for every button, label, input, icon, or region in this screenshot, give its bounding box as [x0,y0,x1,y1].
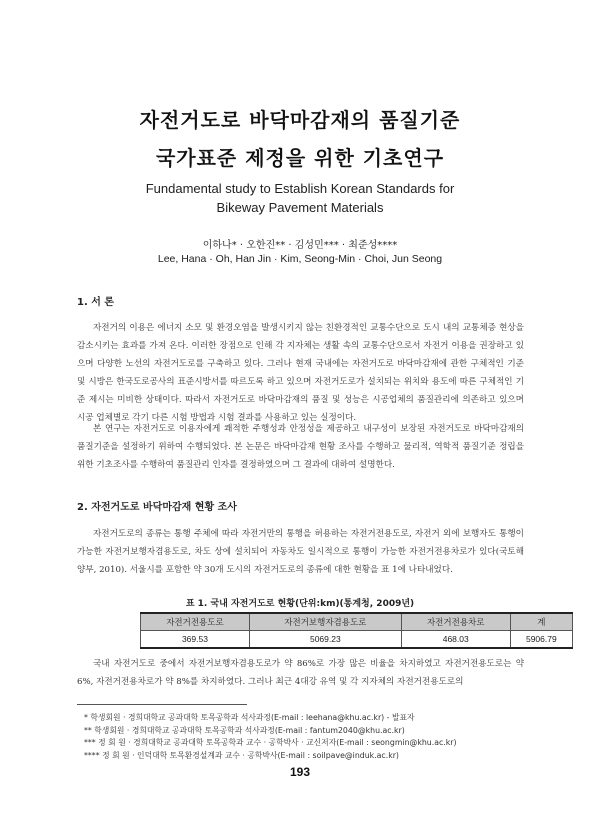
section-heading-survey: 2. 자전거도로 바닥마감재 현황 조사 [77,502,237,513]
page-number: 193 [289,765,311,779]
survey-paragraph-2: 국내 자전거도로 중에서 자전거보행자겸용도로가 약 86%로 가장 많은 비율을 차지하였고 자전거전용도로는 약 6%, 자전거전용차로가 약 8%를 차지하였다. 그러나 최근 4대강 유역 및 각 지자체의 자전거전용도로의 [77,659,524,687]
table-header-cell: 계 [510,613,572,631]
footnote-author-1: * 학생회원 · 경희대학교 공과대학 토목공학과 석사과정(E-mail : leehana@khu.ac.kr) - 발표자 [84,713,415,722]
table-header-cell: 자전거전용도로 [141,613,250,631]
introduction-paragraph-1: 자전거의 이용은 에너지 소모 및 환경오염을 발생시키지 않는 친환경적인 교통수단으로 도시 내의 교통체증 현상을 감소시키는 효과를 가져 온다. 이러한 장점으로 인해 각 지자체는 생활 속의 교통수단으로서 자전거 이용을 권장하고 있으며 다양한 노선의 자전거도로를 구축하고 있다. 그러나 현재 국내에는 자전거도로 바닥마감재에 관한 구체적인 기준 및 시방은 한국도로공사의 표준시방서를 따르도록 하고 있으며 자전거도로가 설치되는 위치와 용도에 따른 구체적인 기준 제시는 미비한 상태이다. 따라서 자전거도로 바닥마감재의 품질 및 성능은 시공업체의 품질관리에 의존하고 있으며 시공 업체별로 각기 다른 시험 방법과 시험 결과를 사용하고 있는 실정이다. [77,323,524,423]
footnote-author-2: ** 학생회원 · 경희대학교 공과대학 토목공학과 석사과정(E-mail : fantum2040@khu.ac.kr) [84,725,405,735]
english-title-line-1: Fundamental study to Establish Korean Standards for [145,181,455,196]
authors-english: Lee, Hana · Oh, Han Jin · Kim, Seong-Min · Choi, Jun Seong [157,253,443,265]
korean-title-line-1: 자전거도로 바닥마감재의 품질기준 [139,108,461,132]
table-header-cell: 자전거전용차로 [401,613,510,631]
table-cell: 468.03 [401,631,510,649]
table-caption: 표 1. 국내 자전거도로 현황(단위:km)(통계청, 2009년) [185,599,415,609]
bikeway-status-table [140,612,573,649]
table-cell: 5906.79 [510,631,572,649]
table-row [141,631,573,649]
survey-paragraph-1: 자전거도로의 종류는 통행 주체에 따라 자전거만의 통행을 허용하는 자전거전용도로, 자전거 외에 보행자도 통행이 가능한 자전거보행자겸용도로, 차도 상에 설치되어 자동차도 일시적으로 통행이 가능한 자전거전용차로가 있다(국토해양부, 2010). 서울시를 포함한 약 30개 도시의 자전거도로의 종류에 대한 현황을 표 1에 나타내었다. [77,529,524,575]
authors-korean: 이하나* · 오한진** · 김성민*** · 최준성**** [202,240,398,251]
table-header-cell: 자전거보행자겸용도로 [249,613,401,631]
footnote-divider [77,704,247,705]
korean-title-line-2: 국가표준 제정을 위한 기초연구 [155,146,445,170]
section-heading-introduction: 1. 서 론 [77,297,115,308]
footnotes [84,712,544,762]
footnote-author-3: *** 정 회 원 · 경희대학교 공과대학 토목공학과 교수 · 공학박사 · 교신저자(E-mail : seongmin@khu.ac.kr) [84,738,457,748]
english-title-line-2: Bikeway Pavement Materials [216,200,384,215]
introduction-paragraph-2: 본 연구는 자전거도로 이용자에게 쾌적한 주행성과 안정성을 제공하고 내구성이 보장된 자전거도로 바닥마감재의 품질기준을 설정하기 위하여 수행되었다. 본 논문은 바닥마감재 현황 조사를 수행하고 물리적, 역학적 품질기준 정립을 위한 기초조사를 수행하여 품질관리 인자를 결정하였으며 그 결과에 대하여 설명한다. [77,424,524,470]
table-header-row [141,613,573,631]
table-cell: 5069.23 [249,631,401,649]
table-cell: 369.53 [141,631,250,649]
footnote-author-4: **** 정 회 원 · 인덕대학 토목환경설계과 교수 · 공학박사(E-mail : soilpave@induk.ac.kr) [84,750,399,760]
